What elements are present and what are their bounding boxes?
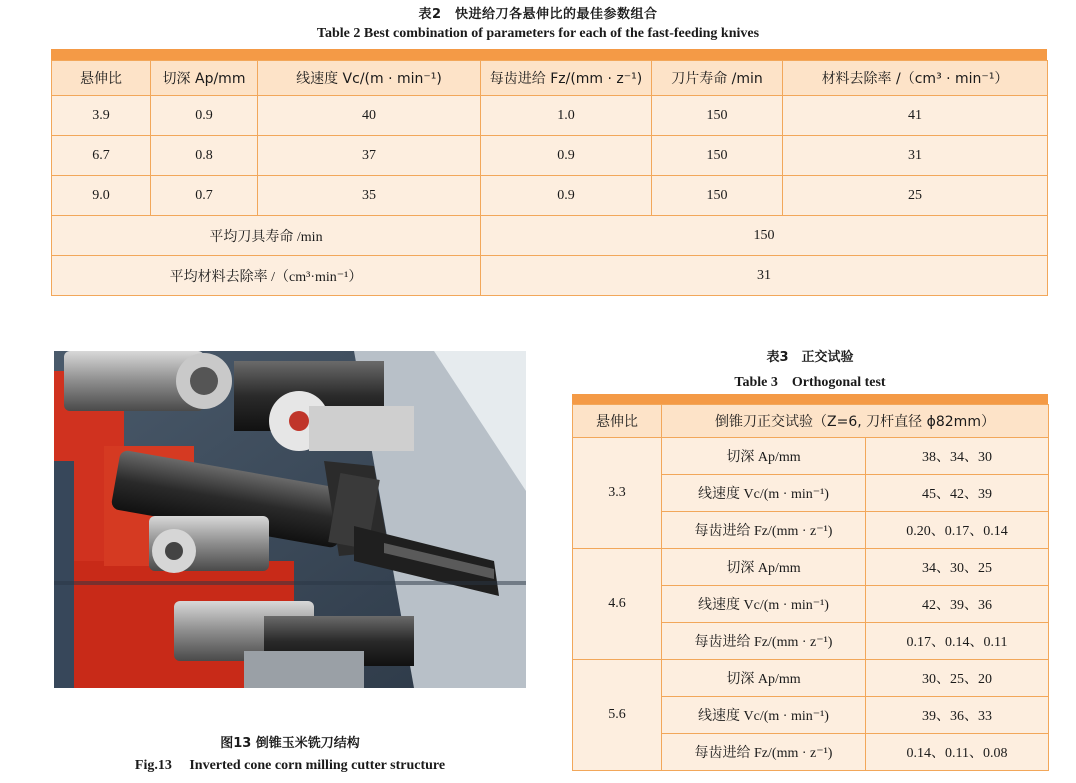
table3-param-name: 每齿进给 Fz/(mm · z⁻¹): [662, 623, 866, 660]
table2-row: [52, 136, 1048, 176]
figure-caption-cn: 图13 倒锥玉米铣刀结构: [220, 736, 360, 751]
table3-row: [573, 660, 1049, 697]
figure-caption-en: Fig.13 Inverted cone corn milling cutter structure: [134, 758, 446, 773]
table3-caption-cn: 表3 正交试验: [766, 350, 854, 365]
table2-cell: 3.9: [52, 96, 151, 136]
table2-cell: 25: [783, 176, 1048, 216]
table2-header-cell: 材料去除率 /（cm³ · min⁻¹）: [783, 61, 1048, 96]
table2-header-row: [52, 61, 1048, 96]
table3-param-name: 线速度 Vc/(m · min⁻¹): [662, 475, 866, 512]
table2-cell: 150: [652, 96, 783, 136]
table3-param-name: 线速度 Vc/(m · min⁻¹): [662, 697, 866, 734]
table3-row: [573, 549, 1049, 586]
avg-rate-label: 平均材料去除率 /（cm³·min⁻¹）: [52, 256, 481, 296]
table3-header-test: 倒锥刀正交试验（Z=6, 刀杆直径 ϕ82mm）: [662, 405, 1049, 438]
table3-param-name: 线速度 Vc/(m · min⁻¹): [662, 586, 866, 623]
table2-cell: 6.7: [52, 136, 151, 176]
table2-cell: 0.9: [481, 176, 652, 216]
table3-ratio-cell: 3.3: [573, 438, 662, 549]
table2-cell: 1.0: [481, 96, 652, 136]
table3-param-values: 39、36、33: [866, 697, 1049, 734]
table2-avg-life-row: [52, 216, 1048, 256]
table2-row: [52, 96, 1048, 136]
table2-cell: 0.8: [151, 136, 258, 176]
avg-life-value: 150: [481, 216, 1048, 256]
table2-caption-cn: 表2 快进给刀各悬伸比的最佳参数组合: [418, 7, 658, 22]
table3-param-values: 45、42、39: [866, 475, 1049, 512]
table3-header-row: [573, 405, 1049, 438]
table2-header-cell: 每齿进给 Fz/(mm · z⁻¹): [481, 61, 652, 96]
table3-param-values: 38、34、30: [866, 438, 1049, 475]
table2-cell: 150: [652, 136, 783, 176]
table2-cell: 0.9: [151, 96, 258, 136]
table2-cell: 37: [258, 136, 481, 176]
table3-ratio-cell: 4.6: [573, 549, 662, 660]
table2-cell: 31: [783, 136, 1048, 176]
table2-cell: 40: [258, 96, 481, 136]
table2-header-cell: 线速度 Vc/(m · min⁻¹): [258, 61, 481, 96]
table3-ratio-cell: 5.6: [573, 660, 662, 771]
table3-header-ratio: 悬伸比: [573, 405, 662, 438]
table3-param-name: 切深 Ap/mm: [662, 660, 866, 697]
table2-row: [52, 176, 1048, 216]
avg-rate-value: 31: [481, 256, 1048, 296]
table3-param-name: 每齿进给 Fz/(mm · z⁻¹): [662, 512, 866, 549]
table2-header-cell: 刀片寿命 /min: [652, 61, 783, 96]
table3-param-values: 34、30、25: [866, 549, 1049, 586]
table2-cell: 41: [783, 96, 1048, 136]
milling-cutter-illustration: [54, 351, 526, 688]
milling-cutter-photo: [54, 351, 526, 688]
table2: [51, 60, 1048, 296]
table3-row: [573, 438, 1049, 475]
table3-param-values: 42、39、36: [866, 586, 1049, 623]
table2-cell: 9.0: [52, 176, 151, 216]
table2-cell: 150: [652, 176, 783, 216]
table2-cell: 35: [258, 176, 481, 216]
table2-cell: 0.7: [151, 176, 258, 216]
table3-caption-en: Table 3 Orthogonal test: [734, 375, 886, 390]
table3-param-values: 30、25、20: [866, 660, 1049, 697]
table2-header-cell: 悬伸比: [52, 61, 151, 96]
table3-param-values: 0.20、0.17、0.14: [866, 512, 1049, 549]
table3-param-values: 0.17、0.14、0.11: [866, 623, 1049, 660]
table2-top-bar: [51, 49, 1047, 60]
table3-param-name: 每齿进给 Fz/(mm · z⁻¹): [662, 734, 866, 771]
table3-param-name: 切深 Ap/mm: [662, 438, 866, 475]
avg-life-label: 平均刀具寿命 /min: [52, 216, 481, 256]
table2-avg-rate-row: [52, 256, 1048, 296]
table2-header-cell: 切深 Ap/mm: [151, 61, 258, 96]
table3-top-bar: [572, 394, 1048, 404]
table3-param-name: 切深 Ap/mm: [662, 549, 866, 586]
table3-param-values: 0.14、0.11、0.08: [866, 734, 1049, 771]
table2-cell: 0.9: [481, 136, 652, 176]
table3: [572, 404, 1049, 771]
table2-caption-en: Table 2 Best combination of parameters for each of the fast-feeding knives: [316, 26, 760, 41]
